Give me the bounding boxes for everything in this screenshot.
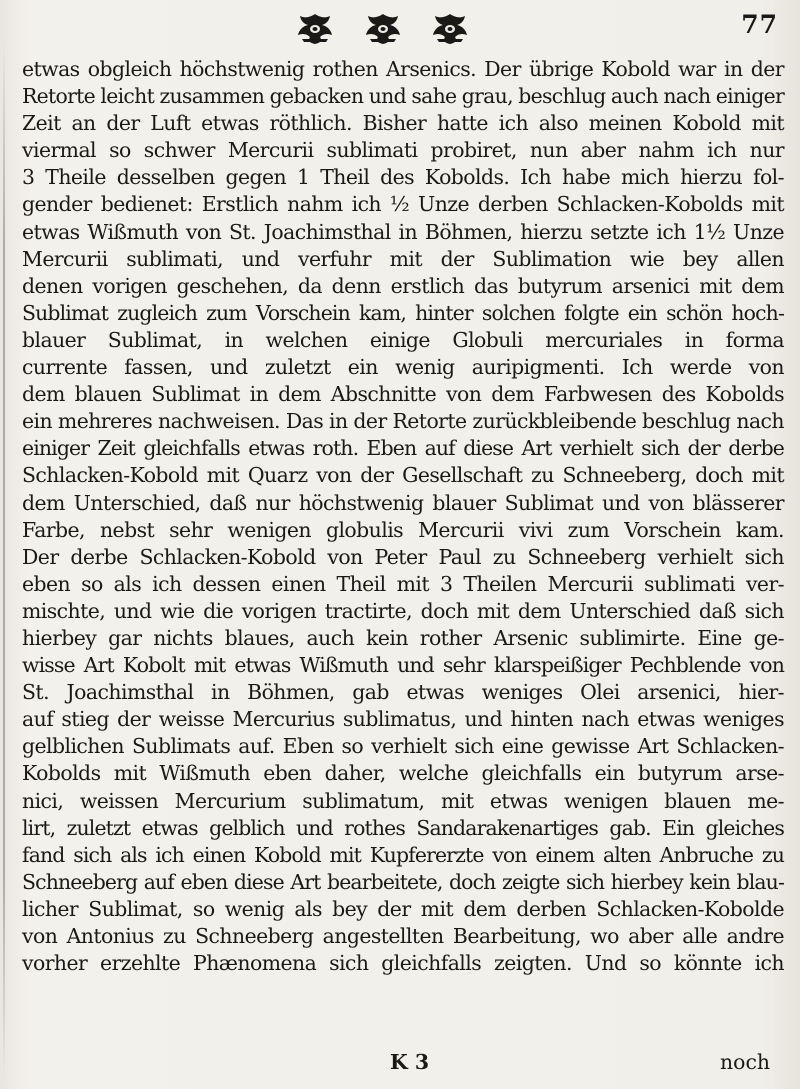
text-line: gender bedienet: Erstlich nahm ich ½ Unze derben Schlacken-Kobolds mit xyxy=(22,192,784,217)
body-text xyxy=(22,56,784,977)
text-line: lirt, zuletzt etwas gelblich und rothes Sandarakenartiges gab. Ein gleiches xyxy=(22,815,784,840)
text-line: viermal so schwer Mercurii sublimati probiret, nun aber nahm ich nur xyxy=(22,138,784,163)
text-line: dem blauen Sublimat in dem Abschnitte von dem Farbwesen des Kobolds xyxy=(22,382,784,407)
text-line: nici, weissen Mercurium sublimatum, mit etwas wenigen blauen me- xyxy=(22,788,784,813)
page-number: 77 xyxy=(741,10,778,39)
text-line: dem Unterschied, daß nur höchstwenig blauer Sublimat und von blässerer xyxy=(22,490,784,515)
text-line: etwas obgleich höchstwenig rothen Arsenics. Der übrige Kobold war in der xyxy=(22,57,784,81)
text-line: 3 Theile desselben gegen 1 Theil des Kobolds. Ich habe mich hierzu fol- xyxy=(22,165,784,190)
text-line: Schneeberg auf eben diese Art bearbeitete, doch zeigte sich hierbey kein blau- xyxy=(22,869,784,894)
text-line: Der derbe Schlacken-Kobold von Peter Paul zu Schneeberg verhielt sich xyxy=(22,544,784,569)
text-line: von Antonius zu Schneeberg angestellten Bearbeitung, wo aber alle andre xyxy=(22,924,784,948)
text-line: einiger Zeit gleichfalls etwas roth. Eben auf diese Art verhielt sich der derbe xyxy=(22,436,784,461)
text-line: etwas Wißmuth von St. Joachimsthal in Böhmen, hierzu setzte ich 1½ Unze xyxy=(22,219,784,244)
ornament-icon xyxy=(360,12,406,46)
text-line: denen vorigen geschehen, da denn erstlich das butyrum arsenici mit dem xyxy=(22,273,784,298)
text-line: licher Sublimat, so wenig als bey der mit dem derben Schlacken-Kobolde xyxy=(22,896,784,921)
text-line: blauer Sublimat, in welchen einige Globuli mercuriales in forma xyxy=(22,327,784,352)
binding-gutter xyxy=(3,40,5,1080)
text-line: wisse Art Kobolt mit etwas Wißmuth und sehr klarspeißiger Pechblende von xyxy=(22,653,784,678)
text-line: gelblichen Sublimats auf. Eben so verhielt sich eine gewisse Art Schlacken- xyxy=(22,734,784,759)
text-line: vorher erzehlte Phænomena sich gleichfalls zeigten. Und so könnte ich xyxy=(22,951,784,976)
text-line: eben so als ich dessen einen Theil mit 3 Theilen Mercurii sublimati ver- xyxy=(22,571,784,596)
text-line: ein mehreres nachweisen. Das in der Retorte zurückbleibende beschlug nach xyxy=(22,409,784,434)
ornament-icon xyxy=(292,12,338,46)
signature-mark: K 3 xyxy=(390,1050,430,1074)
text-line: hierbey gar nichts blaues, auch kein rother Arsenic sublimirte. Eine ge- xyxy=(22,625,784,650)
text-line: fand sich als ich einen Kobold mit Kupfererzte von einem alten Anbruche zu xyxy=(22,842,784,867)
text-line: Retorte leicht zusammen gebacken und sahe grau, beschlug auch nach einiger xyxy=(22,84,784,109)
text-line: Farbe, nebst sehr wenigen globulis Mercurii vivi zum Vorschein kam. xyxy=(22,517,784,542)
ornament-icon xyxy=(427,12,473,46)
text-line: mischte, und wie die vorigen tractirte, doch mit dem Unterschied daß sich xyxy=(22,598,784,623)
text-line: currente fassen, und zuletzt ein wenig auripigmenti. Ich werde von xyxy=(22,355,784,380)
text-line: Zeit an der Luft etwas röthlich. Bisher hatte ich also meinen Kobold mit xyxy=(22,111,784,136)
text-line: Schlacken-Kobold mit Quarz von der Gesellschaft zu Schneeberg, doch mit xyxy=(22,463,784,488)
page-header xyxy=(0,0,800,50)
text-line: Mercurii sublimati, und verfuhr mit der Sublimation wie bey allen xyxy=(22,246,784,271)
text-line: Kobolds mit Wißmuth eben daher, welche gleichfalls ein butyrum arse- xyxy=(22,761,784,786)
text-line: auf stieg der weisse Mercurius sublimatus, und hinten nach etwas weniges xyxy=(22,707,784,732)
text-line: St. Joachimsthal in Böhmen, gab etwas weniges Olei arsenici, hier- xyxy=(22,680,784,705)
page-footer xyxy=(22,1050,784,1078)
catchword: noch xyxy=(720,1050,770,1074)
text-line: Sublimat zugleich zum Vorschein kam, hinter solchen folgte ein schön hoch- xyxy=(22,300,784,325)
